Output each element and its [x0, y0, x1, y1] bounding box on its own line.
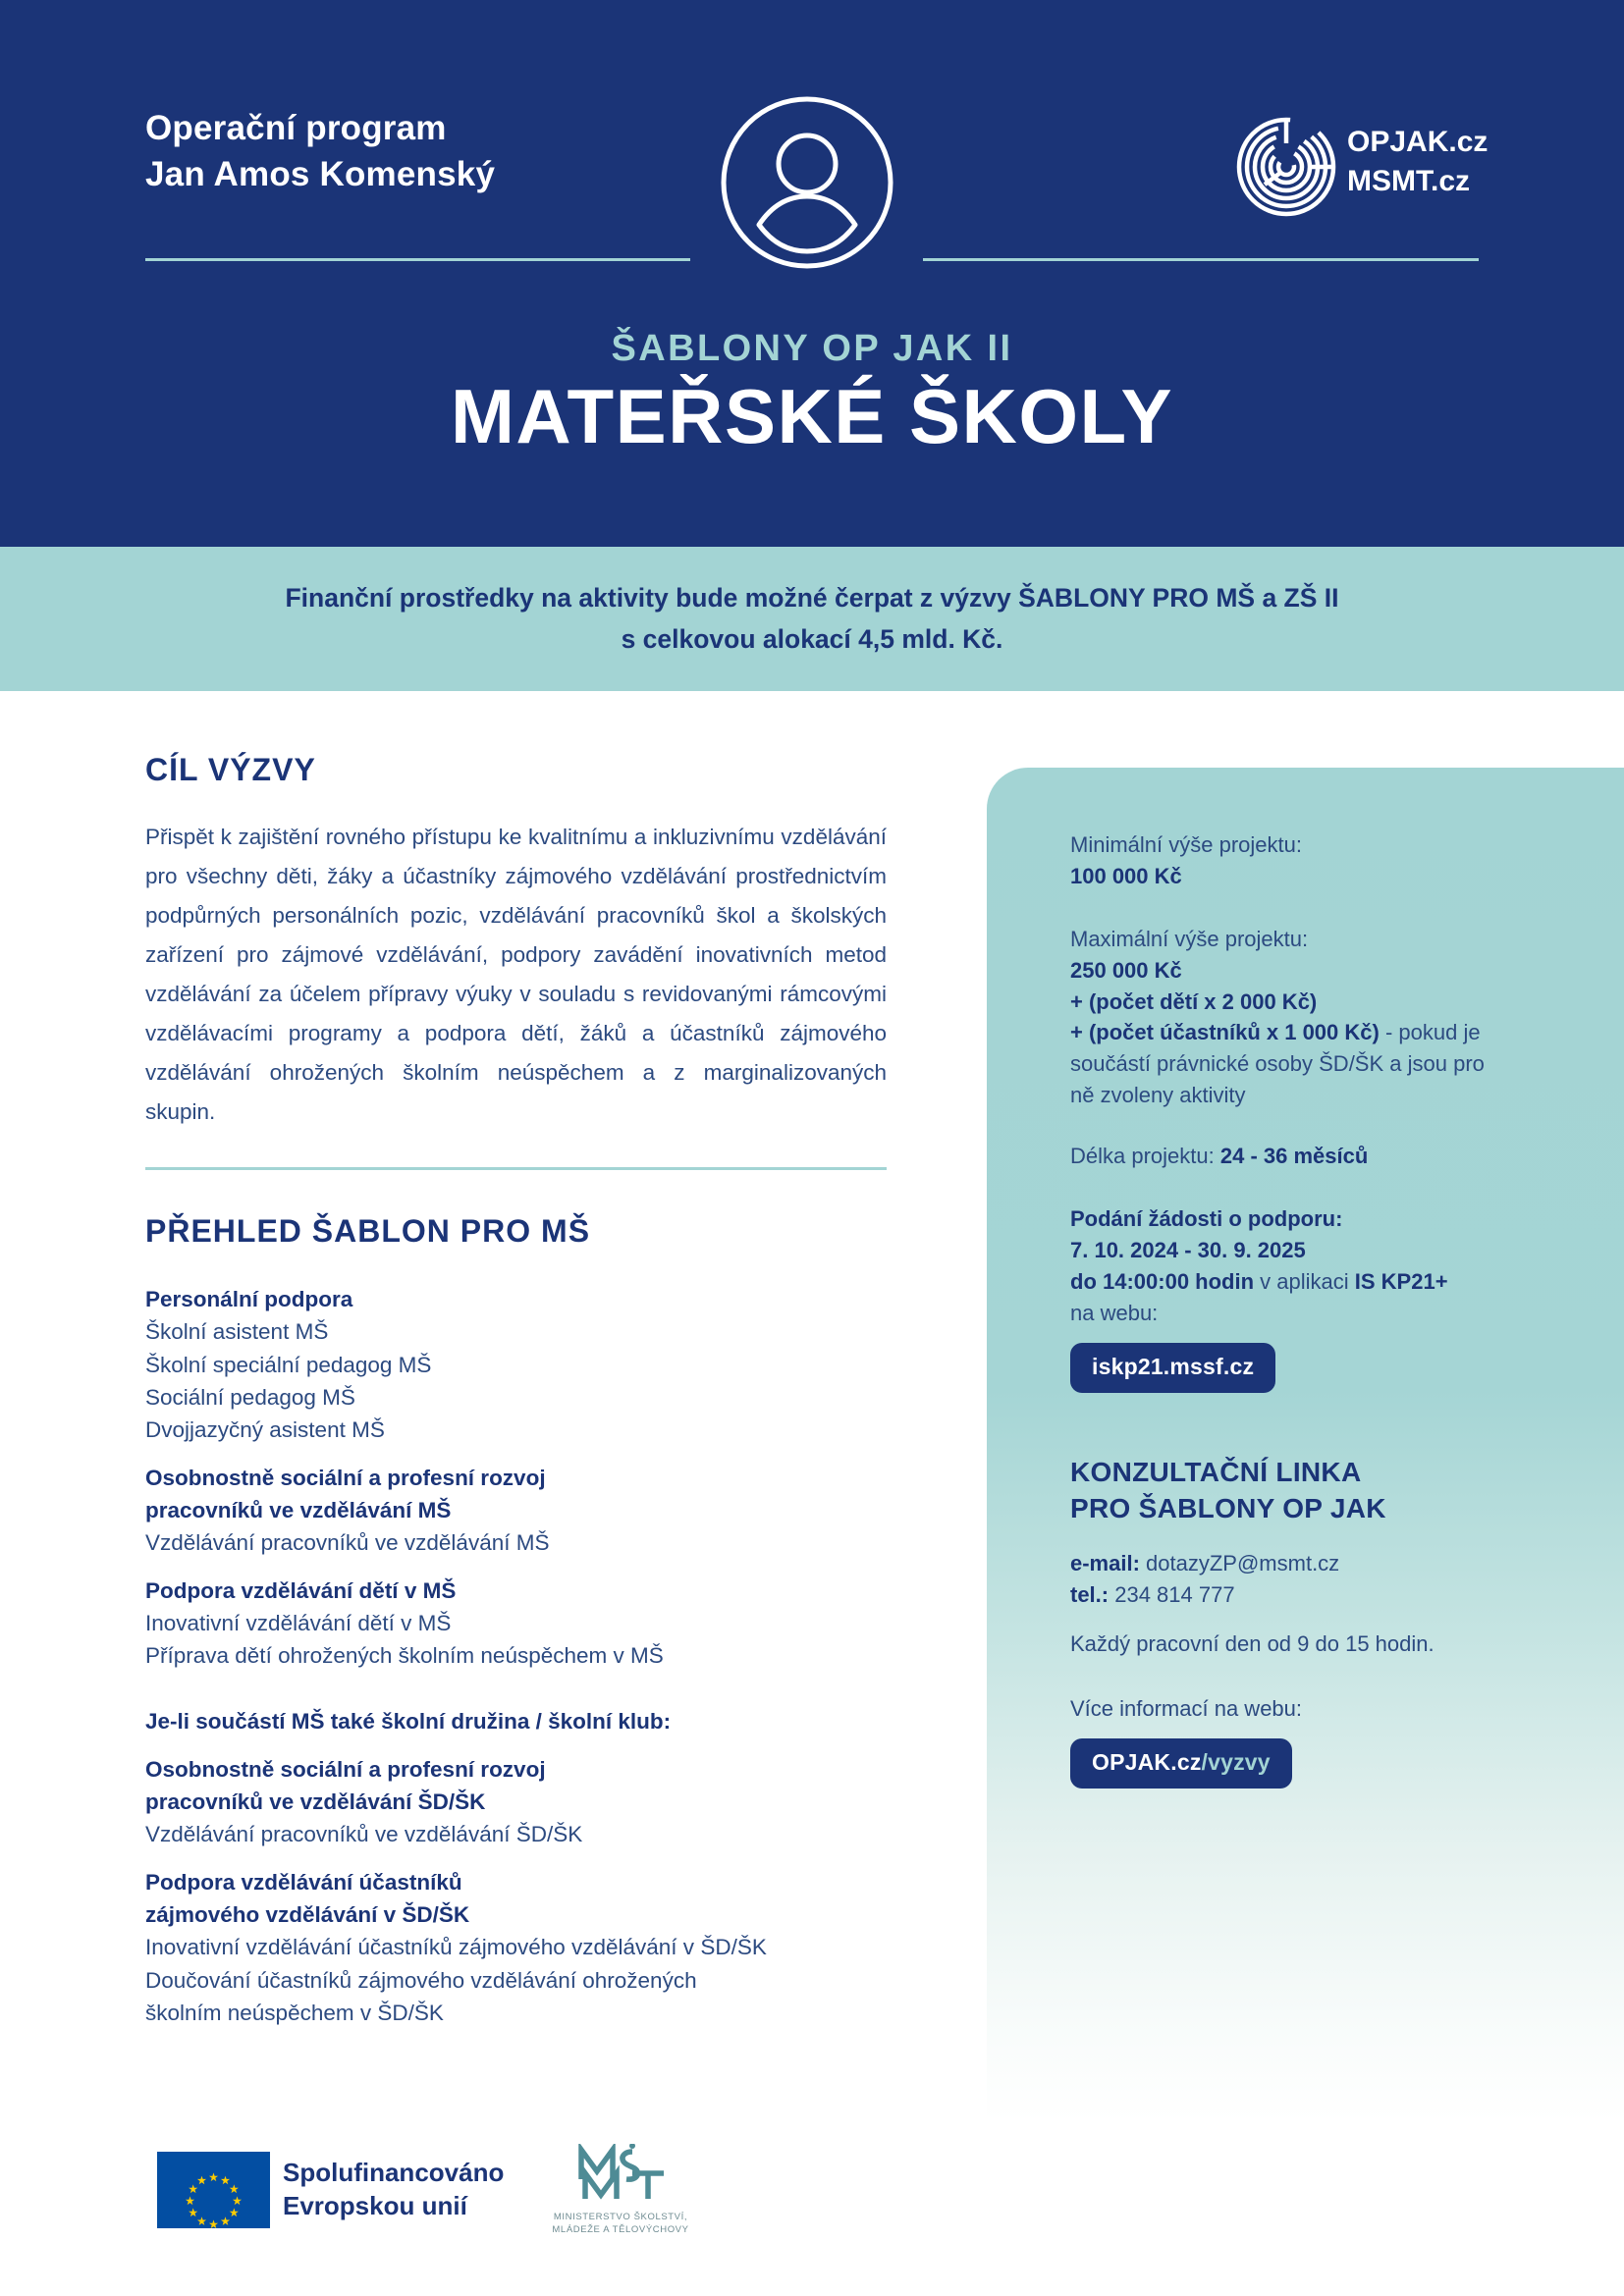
consultation-tel-label: tel.: [1070, 1581, 1110, 1607]
left-content-column [145, 752, 887, 2029]
opjak-url-1: OPJAK.cz [1347, 126, 1489, 158]
max-amount-plus-children: + (počet dětí x 2 000 Kč) [1070, 988, 1318, 1014]
consultation-hours: Každý pracovní den od 9 do 15 hodin. [1070, 1630, 1435, 1656]
consultation-email-label: e-mail: [1070, 1551, 1140, 1576]
template-item: Příprava dětí ohrožených školním neúspěchem v MŠ [145, 1643, 664, 1668]
consultation-heading [1070, 1454, 1581, 1526]
program-brand-line2: Jan Amos Komenský [145, 154, 496, 193]
template-item: Vzdělávání pracovníků ve vzdělávání ŠD/ŠK [145, 1822, 583, 1847]
min-amount-block [1070, 768, 1581, 892]
templates-section-title: PŘEHLED ŠABLON PRO MŠ [145, 1213, 591, 1250]
templates-group5-heading-line2: zájmového vzdělávání v ŠD/ŠK [145, 1902, 470, 1928]
consultation-email-value[interactable]: dotazyZP@msmt.cz [1139, 1551, 1340, 1576]
consultation-heading-line2: PRO ŠABLONY OP JAK [1070, 1492, 1386, 1523]
msmt-caption [542, 2212, 699, 2237]
consultation-email-line [1070, 1548, 1581, 1579]
template-item: Školní speciální pedagog MŠ [145, 1352, 432, 1377]
min-amount-label: Minimální výše projektu: [1070, 832, 1302, 857]
section-divider [145, 1167, 887, 1170]
duration-block [1070, 1111, 1581, 1172]
max-amount-block [1070, 892, 1581, 1111]
submission-time-mid: v aplikaci [1254, 1268, 1355, 1294]
templates-sd-sk-note: Je-li součástí MŠ také školní družina / školní klub: [145, 1709, 672, 1735]
templates-group-staff-development-sdsk [145, 1753, 887, 1850]
template-item: Vzdělávání pracovníků ve vzdělávání MŠ [145, 1529, 550, 1555]
page-header [0, 0, 1624, 547]
iskp-link-pill[interactable]: iskp21.mssf.cz [1070, 1343, 1275, 1393]
program-brand-line1: Operační program [145, 109, 447, 147]
opjak-urls [1347, 123, 1488, 201]
consultation-block [1070, 1393, 1581, 1789]
submission-time-bold: do 14:00:00 hodin [1070, 1268, 1255, 1294]
opjak-labyrinth-logo-icon [1235, 116, 1337, 218]
msmt-mark-icon [542, 2144, 699, 2205]
msmt-caption-line2: MLÁDEŽE A TĚLOVÝCHOVY [552, 2223, 689, 2235]
duration-label: Délka projektu: [1070, 1144, 1220, 1169]
min-amount-value: 100 000 Kč [1070, 863, 1182, 888]
max-amount-note-line3: ně zvoleny aktivity [1070, 1083, 1246, 1108]
templates-group4-heading-line2: pracovníků ve vzdělávání ŠD/ŠK [145, 1789, 486, 1815]
header-divider-left [145, 258, 690, 261]
eu-flag-icon [157, 2152, 270, 2228]
submission-app-bold: IS KP21+ [1354, 1268, 1448, 1294]
max-amount-value: 250 000 Kč [1070, 957, 1182, 983]
templates-group5-heading-line1: Podpora vzdělávání účastníků [145, 1870, 462, 1896]
hero-title: MATEŘSKÉ ŠKOLY [450, 373, 1174, 459]
submission-dates: 7. 10. 2024 - 30. 9. 2025 [1070, 1237, 1306, 1262]
person-avatar-icon [719, 94, 895, 271]
template-item: školním neúspěchem v ŠD/ŠK [145, 2000, 444, 2025]
templates-spacer [145, 1672, 887, 1705]
header-divider-right [923, 258, 1479, 261]
opjak-pill-accent: /vyzvy [1201, 1748, 1271, 1775]
eu-cofunding-text [283, 2156, 504, 2223]
more-info-label: Více informací na webu: [1070, 1695, 1303, 1721]
template-item: Sociální pedagog MŠ [145, 1384, 355, 1410]
templates-group-children-ms [145, 1575, 887, 1672]
submission-web-label: na webu: [1070, 1300, 1159, 1325]
templates-group-personnel [145, 1283, 887, 1445]
eu-cofunding-line2: Evropskou unií [283, 2191, 467, 2221]
templates-group4-heading-line1: Osobnostně sociální a profesní rozvoj [145, 1757, 546, 1783]
submission-block [1070, 1172, 1581, 1393]
max-plus-participants-bold: + (počet účastníků x 1 000 Kč) [1070, 1020, 1380, 1045]
msmt-logo [542, 2144, 699, 2237]
hero-subtitle: ŠABLONY OP JAK II [611, 328, 1013, 369]
goal-section-text: Přispět k zajištění rovného přístupu ke kvalitnímu a inkluzivnímu vzdělávání pro všechny děti, žáky a účastníky zájmového vzdělávání prostřednictvím podpůrných personálních pozic, vzdělávání pracovníků škol a školských zařízení pro zájmové vzdělávání, podpory zavádění inovativních metod vzdělávání za účelem přípravy výuky v souladu s revidovanými rámcovými vzdělávacími programy a podpora dětí, žáků a účastníků zájmového vzdělávání ohrožených školním neúspěchem a z marginalizovaných skupin. [145, 825, 887, 1125]
msmt-caption-line1: MINISTERSTVO ŠKOLSTVÍ, [553, 2212, 688, 2222]
consultation-tel-line [1070, 1579, 1581, 1611]
goal-section-title: CÍL VÝZVY [145, 752, 316, 787]
opjak-vyzvy-link-pill[interactable] [1070, 1738, 1292, 1789]
template-item: Dvojjazyčný asistent MŠ [145, 1416, 385, 1442]
allocation-banner-text [285, 578, 1338, 659]
duration-line [1070, 1141, 1581, 1172]
template-item: Školní asistent MŠ [145, 1319, 329, 1345]
parameters-content [1070, 768, 1581, 1789]
templates-group-participants-sdsk [145, 1866, 887, 2028]
opjak-pill-main: OPJAK.cz [1092, 1748, 1202, 1775]
max-amount-plus-participants [1070, 1017, 1581, 1048]
templates-group3-heading: Podpora vzdělávání dětí v MŠ [145, 1577, 457, 1603]
template-item: Doučování účastníků zájmového vzdělávání ohrožených [145, 1967, 697, 1993]
program-brand [145, 106, 495, 197]
submission-time-line [1070, 1266, 1581, 1298]
max-amount-note-line2: součástí právnické osoby ŠD/ŠK a jsou pro [1070, 1051, 1485, 1077]
duration-value: 24 - 36 měsíců [1219, 1144, 1369, 1169]
max-amount-label: Maximální výše projektu: [1070, 926, 1309, 951]
consultation-tel-value: 234 814 777 [1109, 1581, 1235, 1607]
allocation-banner [0, 547, 1624, 691]
templates-group2-heading-line2: pracovníků ve vzdělávání MŠ [145, 1497, 452, 1522]
allocation-banner-line1: Finanční prostředky na aktivity bude možné čerpat z výzvy ŠABLONY PRO MŠ a ZŠ II [285, 583, 1339, 614]
templates-group2-heading-line1: Osobnostně sociální a profesní rozvoj [145, 1465, 546, 1490]
opjak-url-2: MSMT.cz [1347, 165, 1471, 198]
templates-group-staff-development-ms [145, 1462, 887, 1559]
template-item: Inovativní vzdělávání dětí v MŠ [145, 1610, 452, 1635]
consultation-heading-line1: KONZULTAČNÍ LINKA [1070, 1456, 1362, 1487]
submission-heading: Podání žádosti o podporu: [1070, 1206, 1343, 1232]
eu-cofunding-line1: Spolufinancováno [283, 2158, 505, 2187]
template-item: Inovativní vzdělávání účastníků zájmového vzdělávání v ŠD/ŠK [145, 1935, 767, 1960]
allocation-banner-line2: s celkovou alokací 4,5 mld. Kč. [621, 623, 1003, 654]
max-plus-participants-rest: - pokud je [1379, 1020, 1481, 1045]
templates-group1-heading: Personální podpora [145, 1287, 353, 1312]
